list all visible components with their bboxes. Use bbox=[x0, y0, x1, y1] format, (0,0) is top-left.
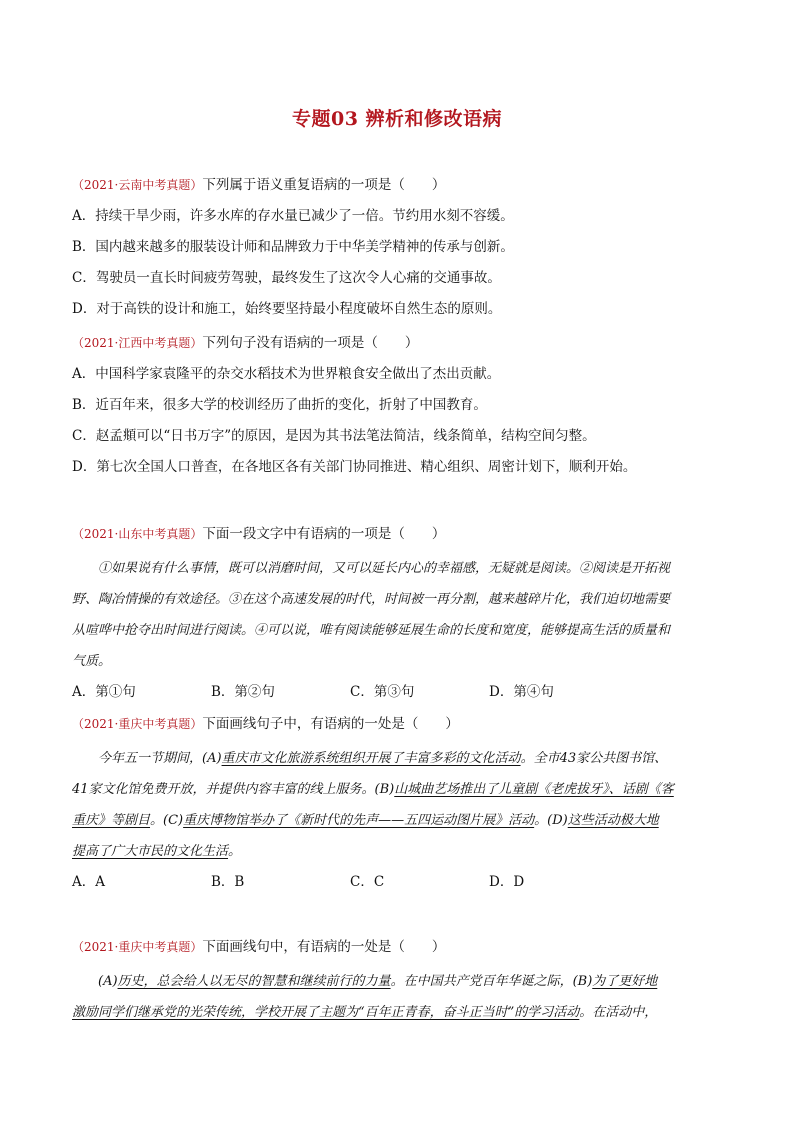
question-text: 下列属于语义重复语病的一项是（ ） bbox=[202, 177, 446, 193]
question-source: （2021·山东中考真题） bbox=[72, 527, 203, 541]
question-1 bbox=[72, 170, 722, 325]
passage-line bbox=[72, 774, 722, 805]
question-3 bbox=[72, 519, 722, 708]
passage-line: 野、陶冶情操的有效途径。③在这个高速发展的时代，时间被一再分割，越来越碎片化，我们迫切地需要 bbox=[72, 592, 671, 607]
option-b: B．第②句 bbox=[211, 684, 275, 700]
question-text: 下面一段文字中有语病的一项是（ ） bbox=[202, 526, 446, 542]
underlined-sentence: 激励同学们继承党的光荣传统，学校开展了主题为“百年正青春，奋斗正当时”的学习活动 bbox=[72, 1005, 580, 1020]
underlined-sentence: 提高了广大市民的文化生活 bbox=[72, 844, 229, 859]
underlined-sentence: 重庆》等剧目 bbox=[72, 813, 151, 828]
reading-passage bbox=[72, 743, 722, 867]
underlined-sentence: 历史，总会给人以无尽的智慧和继续前行的力量 bbox=[117, 974, 391, 989]
underlined-sentence: 这些活动极大地 bbox=[567, 813, 659, 828]
question-source: （2021·重庆中考真题） bbox=[72, 940, 203, 954]
underlined-sentence: 为了更好地 bbox=[592, 974, 658, 989]
passage-line bbox=[72, 743, 722, 774]
question-text: 下列句子没有语病的一项是（ ） bbox=[202, 335, 419, 351]
question-stem bbox=[72, 328, 722, 359]
underlined-sentence: 重庆市文化旅游系统组织开展了丰富多彩的文化活动 bbox=[221, 751, 521, 766]
question-source: （2021·云南中考真题） bbox=[72, 178, 203, 192]
passage-text: 。 bbox=[228, 844, 242, 859]
option-d: D．D bbox=[489, 874, 525, 890]
option-a: A．持续干旱少雨，许多水库的存水量已减少了一倍。节约用水刻不容缓。 bbox=[72, 208, 514, 224]
passage-text: 。全市43家公共图书馆、 bbox=[520, 751, 668, 766]
reading-passage bbox=[72, 966, 722, 1028]
underlined-sentence: 重庆博物馆举办了《新时代的先声——五四运动图片展》活动 bbox=[183, 813, 535, 828]
question-source: （2021·重庆中考真题） bbox=[72, 717, 203, 731]
option-d: D．第④句 bbox=[489, 684, 554, 700]
option-d: D．第七次全国人口普查，在各地区各有关部门协同推进、精心组织、周密计划下，顺利开始。 bbox=[72, 459, 637, 475]
passage-text: 。在活动中， bbox=[579, 1005, 658, 1020]
option-a: A．A bbox=[72, 874, 105, 890]
option-c: C．赵孟頫可以“日书万字”的原因，是因为其书法笔法简洁，线条简单，结构空间匀整。 bbox=[72, 428, 596, 444]
question-stem bbox=[72, 709, 722, 740]
option-d: D．对于高铁的设计和施工，始终要坚持最小程度破坏自然生态的原则。 bbox=[72, 301, 502, 317]
question-source: （2021·江西中考真题） bbox=[72, 336, 203, 350]
option-b: B．近百年来，很多大学的校训经历了曲折的变化，折射了中国教育。 bbox=[72, 397, 487, 413]
option-c: C．C bbox=[350, 874, 385, 890]
passage-line bbox=[72, 805, 722, 836]
option-b: B．国内越来越多的服装设计师和品牌致力于中华美学精神的传承与创新。 bbox=[72, 239, 514, 255]
passage-text: (A) bbox=[98, 974, 118, 989]
passage-text: 。在中国共产党百年华诞之际，(B) bbox=[390, 974, 593, 989]
passage-line bbox=[72, 966, 722, 997]
question-stem bbox=[72, 932, 722, 963]
passage-text: 41家文化馆免费开放，并提供内容丰富的线上服务。(B) bbox=[72, 782, 395, 797]
answer-options bbox=[72, 677, 722, 708]
option-b: B．B bbox=[211, 874, 245, 890]
question-5 bbox=[72, 932, 722, 1028]
passage-line bbox=[72, 997, 722, 1028]
option-c: C．驾驶员一直长时间疲劳驾驶，最终发生了这次令人心痛的交通事故。 bbox=[72, 270, 501, 286]
question-4 bbox=[72, 709, 722, 898]
question-stem bbox=[72, 170, 722, 201]
option-a: A．第①句 bbox=[72, 684, 136, 700]
question-2 bbox=[72, 328, 722, 483]
passage-line: 气质。 bbox=[72, 654, 112, 669]
passage-line bbox=[72, 836, 722, 867]
passage-text: 。(D) bbox=[534, 813, 568, 828]
answer-options bbox=[72, 867, 722, 898]
passage-line: ①如果说有什么事情，既可以消磨时间，又可以延长内心的幸福感，无疑就是阅读。②阅读是开拓视 bbox=[98, 561, 671, 576]
option-a: A．中国科学家袁隆平的杂交水稻技术为世界粮食安全做出了杰出贡献。 bbox=[72, 366, 501, 382]
option-c: C．第③句 bbox=[350, 684, 415, 700]
passage-line: 从喧哗中抢夺出时间进行阅读。④可以说，唯有阅读能够延展生命的长度和宽度，能够提高生活的质量和 bbox=[72, 623, 671, 638]
question-text: 下面画线句中，有语病的一处是（ ） bbox=[202, 939, 446, 955]
passage-text: 今年五一节期间，(A) bbox=[98, 751, 222, 766]
underlined-sentence: 山城曲艺场推出了儿童剧《老虎拔牙》、话剧《客 bbox=[394, 782, 674, 797]
reading-passage bbox=[72, 553, 722, 677]
passage-text: 。(C) bbox=[150, 813, 184, 828]
question-text: 下面画线句子中，有语病的一处是（ ） bbox=[202, 716, 459, 732]
question-stem bbox=[72, 519, 722, 550]
page-title: 专题03 辨析和修改语病 bbox=[291, 108, 503, 130]
